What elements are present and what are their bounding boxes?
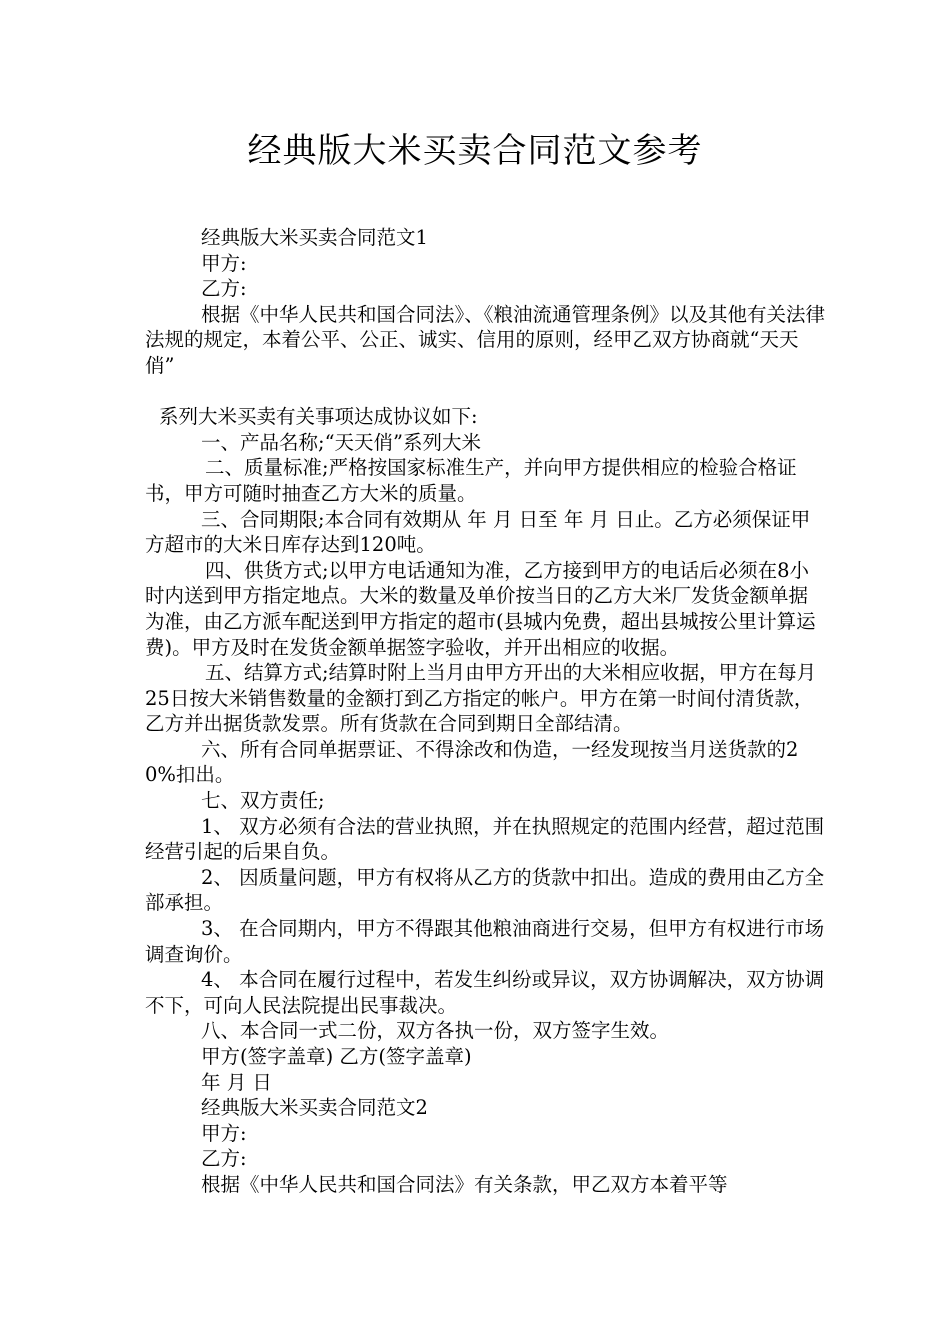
paragraph: 乙方:	[201, 1147, 247, 1171]
paragraph: 系列大米买卖有关事项达成协议如下:	[159, 405, 478, 429]
blank-line	[145, 379, 825, 405]
paragraph: 根据《中华人民共和国合同法》有关条款，甲乙双方本着平等	[201, 1172, 728, 1196]
paragraph: 四、供货方式;以甲方电话通知为准，乙方接到甲方的电话后必须在8小时内送到甲方指定地点。大米的数量及单价按当日的乙方大米厂发货金额单据为准，由乙方派车配送到甲方指定的超市(县城内免费，超出县城按公里计算运费)。甲方及时在发货金额单据签字验收，并开出相应的收据。	[145, 558, 816, 659]
paragraph: 经典版大米买卖合同范文1	[201, 226, 428, 249]
document-body	[145, 225, 825, 1198]
paragraph: 甲方:	[201, 1121, 247, 1145]
paragraph: 五、结算方式;结算时附上当月由甲方开出的大米相应收据，甲方在每月25日按大米销售数量的金额打到乙方指定的帐户。甲方在第一时间付清货款，乙方并出据货款发票。所有货款在合同到期日全部结清。	[145, 661, 817, 736]
paragraph: 甲方(签字盖章) 乙方(签字盖章)	[201, 1045, 472, 1068]
paragraph: 2、 因质量问题，甲方有权将从乙方的货款中扣出。造成的费用由乙方全部承担。	[145, 865, 825, 915]
paragraph: 根据《中华人民共和国合同法》、《粮油流通管理条例》以及其他有关法律法规的规定，本着公平、公正、诚实、信用的原则，经甲乙双方协商就“天天俏”	[145, 302, 826, 377]
paragraph: 三、合同期限;本合同有效期从 年 月 日至 年 月 日止。乙方必须保证甲方超市的大米日库存达到120吨。	[145, 507, 811, 557]
document-title: 经典版大米买卖合同范文参考	[247, 131, 703, 171]
paragraph: 甲方:	[201, 251, 247, 275]
paragraph: 1、 双方必须有合法的营业执照，并在执照规定的范围内经营，超过范围经营引起的后果自负。	[145, 814, 825, 864]
paragraph: 七、双方责任;	[201, 789, 325, 813]
paragraph: 经典版大米买卖合同范文2	[201, 1096, 428, 1120]
paragraph: 乙方:	[201, 277, 247, 301]
paragraph: 3、 在合同期内，甲方不得跟其他粮油商进行交易，但甲方有权进行市场调查询价。	[145, 917, 825, 966]
paragraph: 六、所有合同单据票证、不得涂改和伪造，一经发现按当月送货款的20%扣出。	[145, 737, 799, 787]
paragraph: 八、本合同一式二份，双方各执一份，双方签字生效。	[201, 1019, 670, 1043]
paragraph: 年 月 日	[201, 1070, 272, 1094]
paragraph: 4、 本合同在履行过程中，若发生纠纷或异议，双方协调解决，双方协调不下，可向人民法院提出民事裁决。	[145, 968, 825, 1017]
paragraph: 二、质量标准;严格按国家标准生产，并向甲方提供相应的检验合格证书，甲方可随时抽查乙方大米的质量。	[145, 456, 797, 505]
paragraph: 一、产品名称;“天天俏”系列大米	[201, 430, 482, 454]
